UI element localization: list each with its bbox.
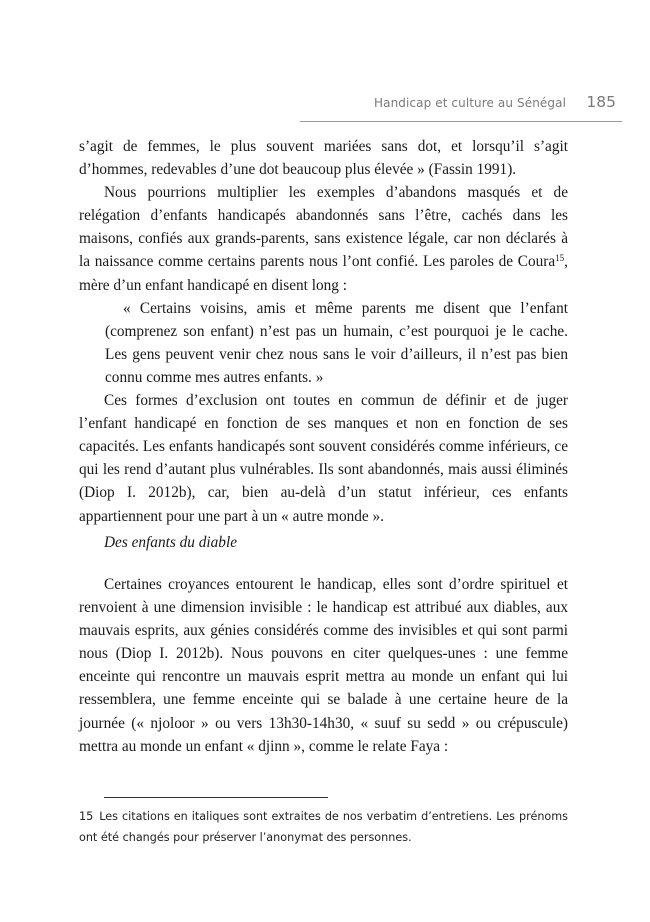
footnote [79, 806, 568, 848]
footnote-number: 15 [79, 810, 94, 823]
paragraph-abandons [79, 181, 568, 296]
block-quote: « Certains voisins, amis et même parents me disent que l’enfant (comprenez son enfant) n’est pas un humain, c’est pourquoi je le cache. Les gens peuvent venir chez nous sans le voir d’ailleurs, il n’est pas bien connu comme mes autres enfants. » [105, 299, 568, 386]
page-number: 185 [586, 93, 616, 111]
paragraph-continuation: s’agit de femmes, le plus souvent mariées sans dot, et lorsqu’il s’agit d’hommes, redevables d’une dot beaucoup plus élevée » (Fassin 1991). [79, 138, 568, 179]
paragraph-abandons-text: Nous pourrions multiplier les exemples d’abandons masqués et de relégation d’enfants handicapés abandonnés sans l’être, cachés dans les maisons, confiés aux grands-parents, sans existence légale, car non déclarés à la naissance comme certains parents nous l’ont confié. Les paroles de Coura [79, 184, 568, 271]
running-head-title: Handicap et culture au Sénégal [374, 96, 566, 110]
footnote-divider [104, 797, 328, 798]
paragraph-croyances: Certaines croyances entourent le handicap, elles sont d’ordre spirituel et renvoient à une dimension invisible : le handicap est attribué aux diables, aux mauvais esprits, aux génies considérés comme des invisibles et qui sont parmi nous (Diop I. 2012b). Nous pouvons en citer quelques-unes : une femme enceinte qui rencontre un mauvais esprit mettra au monde un enfant qui lui ressemblera, une femme enceinte qui se balade à une certaine heure de la journée (« njoloor » ou vers 13h30-14h30, « suuf su sedd » ou crépuscule) mettra au monde un enfant « djinn », comme le relate Faya : [79, 576, 568, 755]
footnote-text: Les citations en italiques sont extraites de nos verbatim d’entretiens. Les prénoms ont été changés pour préserver l’anonymat des personnes. [79, 810, 568, 844]
paragraph-abandons-tail: , mère d’un enfant handicapé en disent long : [79, 253, 568, 294]
body-text-lower [79, 573, 568, 758]
paragraph-exclusion: Ces formes d’exclusion ont toutes en commun de définir et de juger l’enfant handicapé en fonction de ses manques et non en fonction de ses capacités. Les enfants handicapés sont souvent considérés comme inférieurs, ce qui les rend d’autant plus vulnérables. Ils sont abandonnés, mais aussi éliminés (Diop I. 2012b), car, bien au-delà d’un statut inférieur, ces enfants appartiennent pour une part à un « autre monde ». [79, 392, 568, 525]
body-text-upper [79, 135, 568, 528]
section-heading: Des enfants du diable [104, 534, 237, 551]
footnote-reference: 15 [555, 253, 565, 264]
running-head [300, 93, 622, 122]
